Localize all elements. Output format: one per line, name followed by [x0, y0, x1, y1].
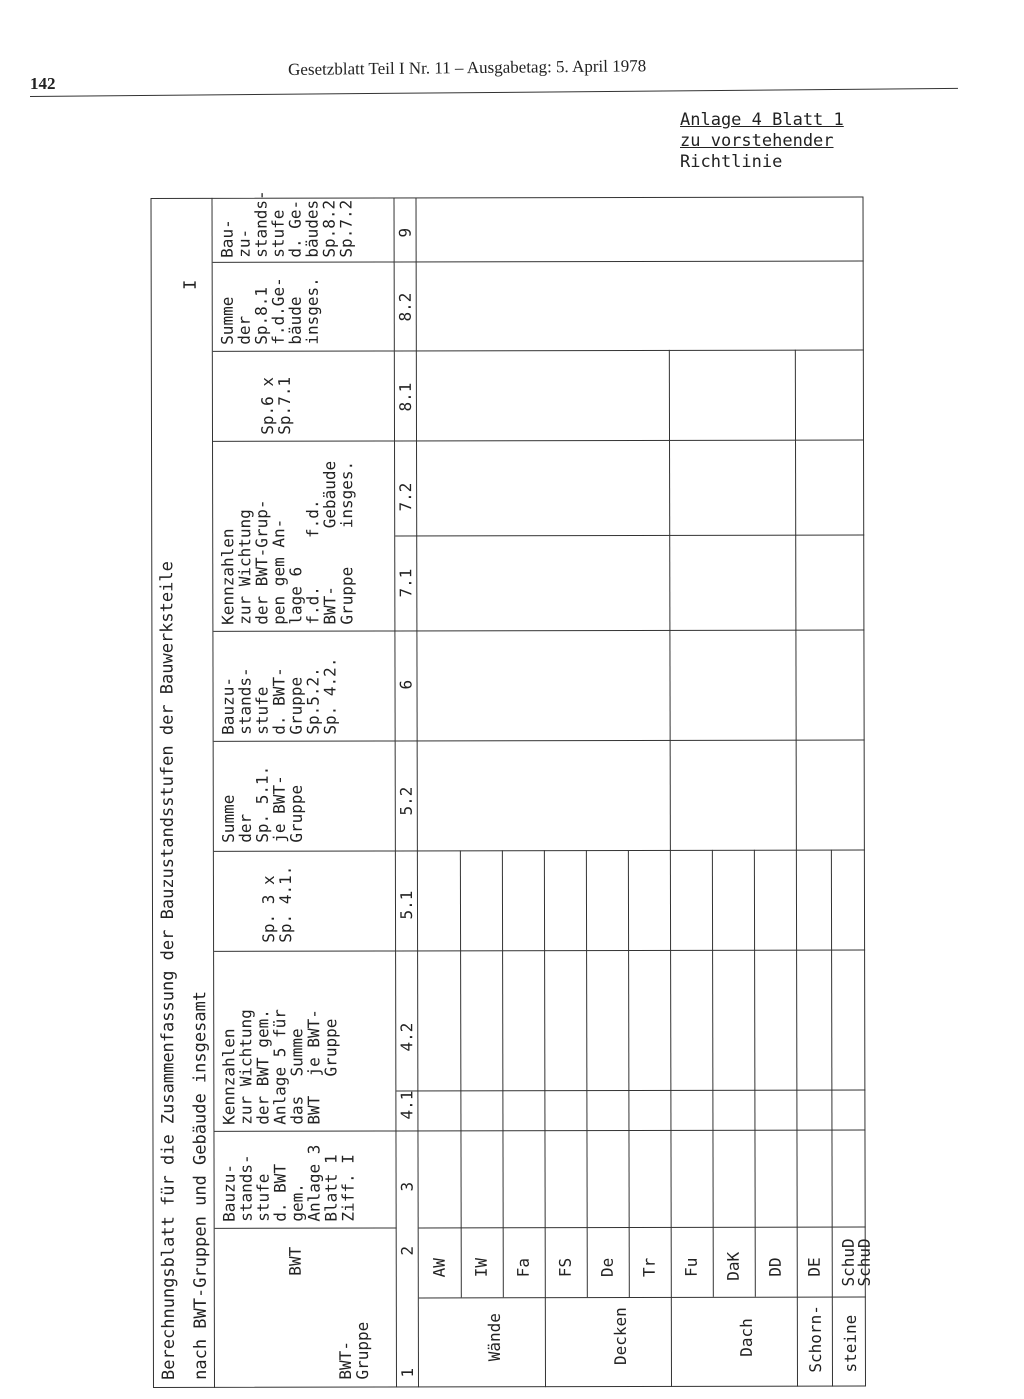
- header-col-3-text: Bauzu- stands- stufe d. BWT gem. Anlage 3 Blatt 1 Ziff. I: [219, 1144, 358, 1222]
- body-col-3: [396, 1130, 865, 1228]
- header-bwt-text: BWT: [285, 1246, 305, 1276]
- annex-line-1: Anlage 4 Blatt 1: [680, 110, 844, 130]
- header-bwt-group-text: BWT- Gruppe: [335, 1321, 372, 1380]
- header-col-4-text: Kennzahlen zur Wichtung der BWT gem. Anlage 5 für das Summe BWT je BWT- Gruppe: [219, 1009, 341, 1125]
- gazette-header: Gesetzblatt Teil I Nr. 11 – Ausgabetag: 5. April 1978: [288, 56, 647, 79]
- header-col-4: [214, 950, 396, 1130]
- colnum-5-1: 5.1: [396, 890, 417, 920]
- header-col-6: [213, 630, 395, 740]
- header-col-5-1: [214, 850, 396, 950]
- body-col-4-2: [396, 950, 865, 1091]
- bwt-aw: AW: [429, 1258, 449, 1278]
- header-col-9: [213, 190, 395, 261]
- body-col-5-1: [396, 850, 865, 951]
- body-col-8-1: [395, 350, 864, 441]
- header-col-8-1-text: Sp.6 x Sp.7.1: [257, 376, 294, 435]
- bwt-dd: DD: [765, 1257, 785, 1277]
- bwt-fs: FS: [555, 1257, 575, 1278]
- bwt-tr: Tr: [639, 1257, 659, 1277]
- group-steine: steine: [840, 1314, 860, 1373]
- bwt-iw: IW: [471, 1258, 491, 1278]
- bwt-fu: Fu: [681, 1257, 701, 1277]
- colnum-2: 2: [397, 1245, 417, 1256]
- calculation-sheet: [151, 190, 874, 1388]
- header-col-5-2-text: Summe der Sp. 5.1. je BWT- Gruppe: [218, 765, 306, 843]
- bwt-dak: DaK: [723, 1251, 743, 1281]
- header-col-5-2: [214, 740, 396, 850]
- header-col-8-1: [213, 350, 395, 440]
- colnum-5-2: 5.2: [396, 786, 416, 816]
- group-dach: Dach: [736, 1318, 756, 1357]
- header-col-3: [214, 1130, 396, 1227]
- group-schorn: Schorn-: [805, 1305, 825, 1373]
- group-waende: Wände: [484, 1313, 504, 1362]
- form-title-1: Berechnungsblatt für die Zusammenfassung der Bauzustandsstufen der Bauwerksteile: [157, 561, 179, 1380]
- header-rule: [30, 88, 958, 97]
- roman-numeral: I: [180, 279, 201, 290]
- bwt-schud-2: SchuD: [854, 1238, 874, 1287]
- body-col-8-2: [395, 261, 864, 351]
- annex-line-3: Richtlinie: [680, 152, 783, 172]
- colnum-8-1: 8.1: [395, 382, 415, 412]
- annex-line-2: zu vorstehender: [680, 131, 834, 151]
- header-col-8-2-text: Summe der Sp.8.1 f.d.Ge- bäude insges.: [217, 277, 322, 345]
- body-col-5-2: [396, 740, 865, 851]
- group-decken: Decken: [610, 1307, 630, 1366]
- body-col-7-1: [395, 535, 864, 631]
- colnum-7-1: 7.1: [396, 568, 416, 598]
- colnum-6: 6: [396, 679, 416, 690]
- colnum-8-2: 8.2: [395, 292, 415, 322]
- colnum-1: 1: [397, 1367, 417, 1378]
- form-title-2: nach BWT-Gruppen und Gebäude insgesamt: [190, 990, 211, 1380]
- header-col-8-2: [213, 261, 395, 350]
- header-col-7-text: Kennzahlen zur Wichtung der BWT-Grup- pen gem An- lage 6 f.d. f.d. BWT- Gebäude Gruppe insges.: [218, 460, 357, 625]
- body-col-6: [395, 630, 864, 741]
- header-col-5-1-text: Sp. 3 x Sp. 4.1.: [258, 865, 296, 943]
- colnum-3: 3: [397, 1181, 417, 1192]
- header-col-7: [213, 440, 395, 630]
- bwt-de2: DE: [804, 1257, 824, 1277]
- body-col-4-1: [396, 1090, 865, 1131]
- body-col-7-2: [395, 440, 864, 536]
- colnum-4-2: 4.2: [397, 1022, 417, 1052]
- bwt-schud-1: SchuD: [838, 1238, 858, 1287]
- page-number: 142: [30, 74, 56, 93]
- colnum-9: 9: [395, 227, 415, 238]
- bwt-fa: Fa: [513, 1257, 533, 1278]
- bwt-de: De: [597, 1257, 617, 1278]
- header-bwt-group: [215, 1227, 397, 1387]
- header-col-9-text: Bau- zu- stands- stufe d. Ge- bäudes Sp.8.2 Sp.7.2: [217, 190, 356, 258]
- annex-label: [680, 110, 844, 173]
- colnum-4-1: 4.1: [397, 1090, 417, 1120]
- header-col-6-text: Bauzu- stands- stufe d. BWT- Gruppe Sp.5.2. Sp. 4.2.: [218, 657, 340, 735]
- colnum-7-2: 7.2: [396, 482, 416, 512]
